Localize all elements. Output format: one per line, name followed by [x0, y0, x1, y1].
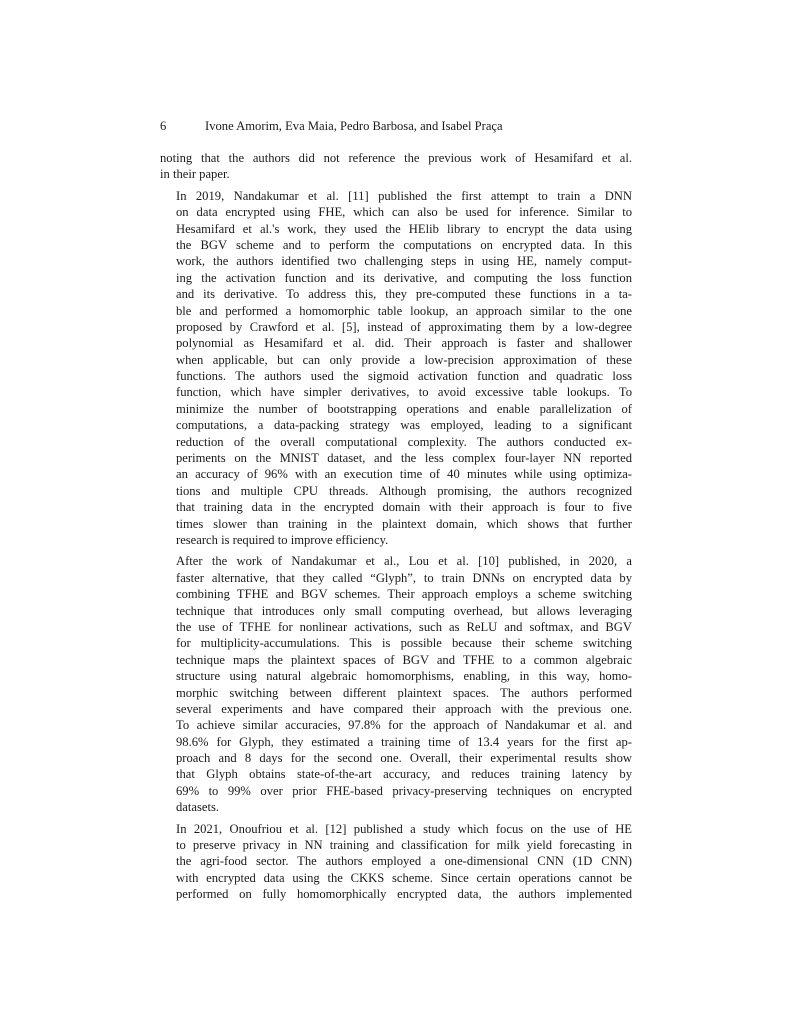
text-line: ing the activation function and its derivative, and computing the loss function — [176, 270, 632, 285]
text-line: research is required to improve efficiency. — [176, 532, 389, 547]
text-line: work, the authors identified two challenging steps in using HE, namely comput- — [176, 254, 632, 269]
text-line: minimize the number of bootstrapping operations and enable parallelization of — [176, 401, 632, 416]
text-line: combining TFHE and BGV schemes. Their approach employs a scheme switching — [176, 587, 632, 602]
paragraph — [160, 821, 632, 903]
paragraph — [160, 553, 632, 815]
text-line: the BGV scheme and to perform the computations on encrypted data. In this — [176, 237, 632, 252]
paragraph — [160, 188, 632, 549]
text-line: 69% to 99% over prior FHE-based privacy-preserving techniques on encrypted — [176, 783, 632, 798]
text-line: periments on the MNIST dataset, and the less complex four-layer NN reported — [176, 451, 632, 466]
text-line: Hesamifard et al.'s work, they used the HElib library to encrypt the data using — [176, 221, 632, 236]
paper-page — [160, 118, 632, 903]
text-line: in their paper. — [160, 167, 230, 182]
text-line: tions and multiple CPU threads. Although promising, the authors recognized — [176, 483, 632, 498]
body-text — [160, 150, 632, 903]
paragraph — [160, 150, 632, 183]
text-line: noting that the authors did not reference the previous work of Hesamifard et al. — [160, 151, 632, 165]
text-line: structure using natural algebraic homomorphisms, enabling, in this way, homo- — [176, 669, 632, 684]
text-line: In 2021, Onoufriou et al. [12] published a study which focus on the use of HE — [176, 821, 632, 836]
text-line: an accuracy of 96% with an execution time of 40 minutes while using optimiza- — [176, 467, 632, 482]
text-line: for multiplicity-accumulations. This is possible because their scheme switching — [176, 636, 632, 651]
text-line: that training data in the encrypted domain with their approach is four to five — [176, 500, 632, 515]
text-line: function, which have simpler derivatives, to avoid excessive table lookups. To — [176, 385, 632, 400]
text-line: that Glyph obtains state-of-the-art accuracy, and reduces training latency by — [176, 767, 632, 782]
text-line: 98.6% for Glyph, they estimated a training time of 13.4 years for the first ap- — [176, 734, 632, 749]
text-line: reduction of the overall computational complexity. The authors conducted ex- — [176, 434, 632, 449]
text-line: technique that introduces only small computing overhead, but allows leveraging — [176, 603, 632, 618]
text-line: datasets. — [176, 800, 220, 815]
text-line: After the work of Nandakumar et al., Lou et al. [10] published, in 2020, a — [176, 554, 632, 569]
text-line: proach and 8 days for the second one. Overall, their experimental results show — [176, 751, 632, 766]
text-line: functions. The authors used the sigmoid activation function and quadratic loss — [176, 369, 632, 384]
text-line: and its derivative. To address this, they pre-computed these functions in a ta- — [176, 287, 632, 302]
text-line: proposed by Crawford et al. [5], instead of approximating them by a low-degree — [176, 319, 632, 334]
running-header — [160, 118, 632, 134]
text-line: when applicable, but can only provide a low-precision approximation of these — [176, 352, 632, 367]
text-line: To achieve similar accuracies, 97.8% for the approach of Nandakumar et al. and — [176, 718, 632, 733]
text-line: polynomial as Hesamifard et al. did. Their approach is faster and shallower — [176, 336, 632, 351]
text-line: morphic switching between different plaintext spaces. The authors performed — [176, 685, 632, 700]
text-line: ble and performed a homomorphic table lookup, an approach similar to the one — [176, 303, 632, 318]
text-line: the agri-food sector. The authors employed a one-dimensional CNN (1D CNN) — [176, 854, 632, 869]
text-line: computations, a data-packing strategy was employed, leading to a significant — [176, 418, 632, 433]
text-line: on data encrypted using FHE, which can also be used for inference. Similar to — [176, 205, 632, 220]
running-header-authors: Ivone Amorim, Eva Maia, Pedro Barbosa, and Isabel Praça — [205, 119, 503, 133]
text-line: times slower than training in the plaintext domain, which shows that further — [176, 516, 632, 531]
page-number: 6 — [160, 119, 167, 133]
text-line: several experiments and have compared their approach with the previous one. — [176, 701, 632, 716]
text-line: with encrypted data using the CKKS scheme. Since certain operations cannot be — [176, 870, 632, 885]
text-line: performed on fully homomorphically encrypted data, the authors implemented — [176, 887, 632, 902]
text-line: the use of TFHE for nonlinear activations, such as ReLU and softmax, and BGV — [176, 619, 632, 634]
text-line: to preserve privacy in NN training and classification for milk yield forecasting in — [176, 838, 632, 853]
text-line: In 2019, Nandakumar et al. [11] published the first attempt to train a DNN — [176, 188, 632, 203]
text-line: technique maps the plaintext spaces of BGV and TFHE to a common algebraic — [176, 652, 632, 667]
text-line: faster alternative, that they called “Glyph”, to train DNNs on encrypted data by — [176, 570, 632, 585]
